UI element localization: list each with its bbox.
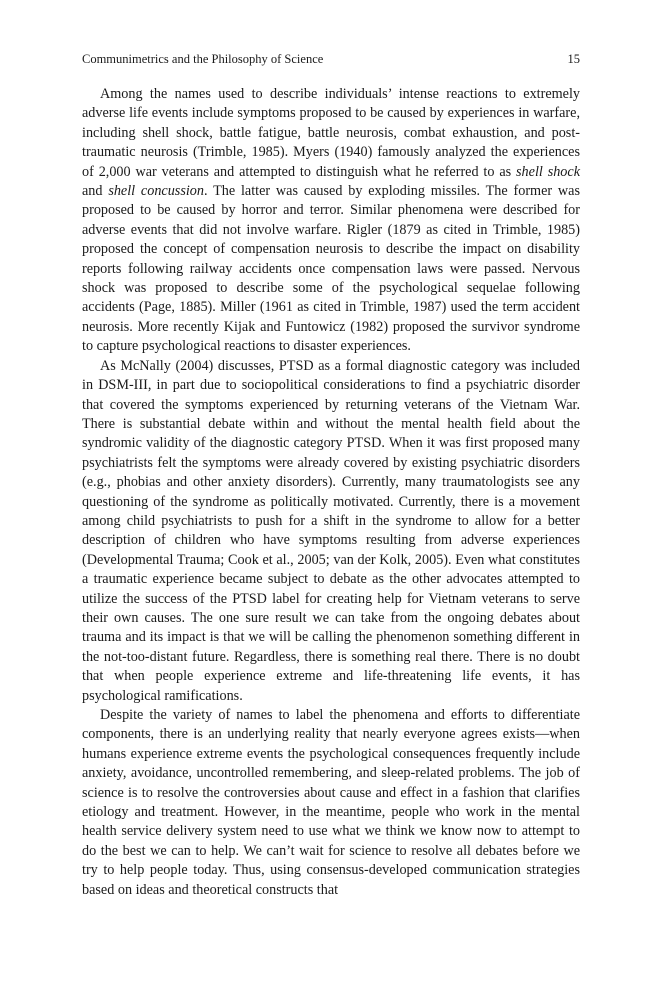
- running-head-title: Communimetrics and the Philosophy of Science: [82, 52, 324, 66]
- paragraph-2: As McNally (2004) discusses, PTSD as a formal diagnostic category was included in DSM-III, in part due to sociopolitical considerations to find a psychiatric disorder that covered the symptoms experienced by returning veterans of the Vietnam War. There is substantial debate within and without the mental health field about the syndromic validity of the diagnostic category PTSD. When it was first proposed many psychiatrists felt the symptoms were already covered by existing psychiatric disorders (e.g., phobias and other anxiety disorders). Currently, many traumatologists see any questioning of the syndrome as politically motivated. Currently, there is a movement among child psychiatrists to push for a shift in the syndrome to allow for a better description of children who have symptoms resulting from adverse experiences (Developmental Trauma; Cook et al., 2005; van der Kolk, 2005). Even what constitutes a traumatic experience became subject to debate as the other advocates attempted to utilize the success of the PTSD label for creating help for Vietnam veterans to serve their own causes. The one sure result we can take from the ongoing debates about trauma and its impact is that we will be calling the phenomenon something different in the not-too-distant future. Regardless, there is something real there. There is no doubt that when people experience extreme and life-threatening life events, it has psychological ramifications.: [82, 357, 580, 704]
- paragraph-1: Among the names used to describe individuals’ intense reactions to extremely adverse life events include symptoms proposed to be caused by experiences in warfare, including shell shock, battle fatigue, battle neurosis, combat exhaustion, and post-traumatic neurosis (Trimble, 1985). Myers (1940) famously analyzed the experiences of 2,000 war veterans and attempted to distinguish what he referred to as shell shock and shell concussion. The latter was caused by exploding missiles. The former was proposed to be caused by horror and terror. Similar phenomena were described for adverse events that did not involve warfare. Rigler (1879 as cited in Trimble, 1985) proposed the concept of compensation neurosis to describe the impact on disability reports following railway accidents once compensation laws were passed. Nervous shock was proposed to describe some of the psychological sequelae following accidents (Page, 1885). Miller (1961 as cited in Trimble, 1987) used the term accident neurosis. More recently Kijak and Funtowicz (1982) proposed the survivor syndrome to capture psychological reactions to disaster experiences.: [82, 86, 580, 355]
- paragraph-3: Despite the variety of names to label the phenomena and efforts to differentiate components, there is an underlying reality that nearly everyone agrees exists—when humans experience extreme events the psychological consequences frequently include anxiety, avoidance, uncontrolled remembering, and sleep-related problems. The job of science is to resolve the controversies about cause and effect in a fashion that clarifies etiology and treatment. However, in the meantime, people who work in the mental health service delivery system need to use what we think we know now to attempt to do the best we can to help. We can’t wait for science to resolve all debates before we try to help people today. Thus, using consensus-developed communication strategies based on ideas and theoretical constructs that: [82, 707, 580, 898]
- body-text: [82, 85, 580, 900]
- page-number: 15: [567, 52, 580, 66]
